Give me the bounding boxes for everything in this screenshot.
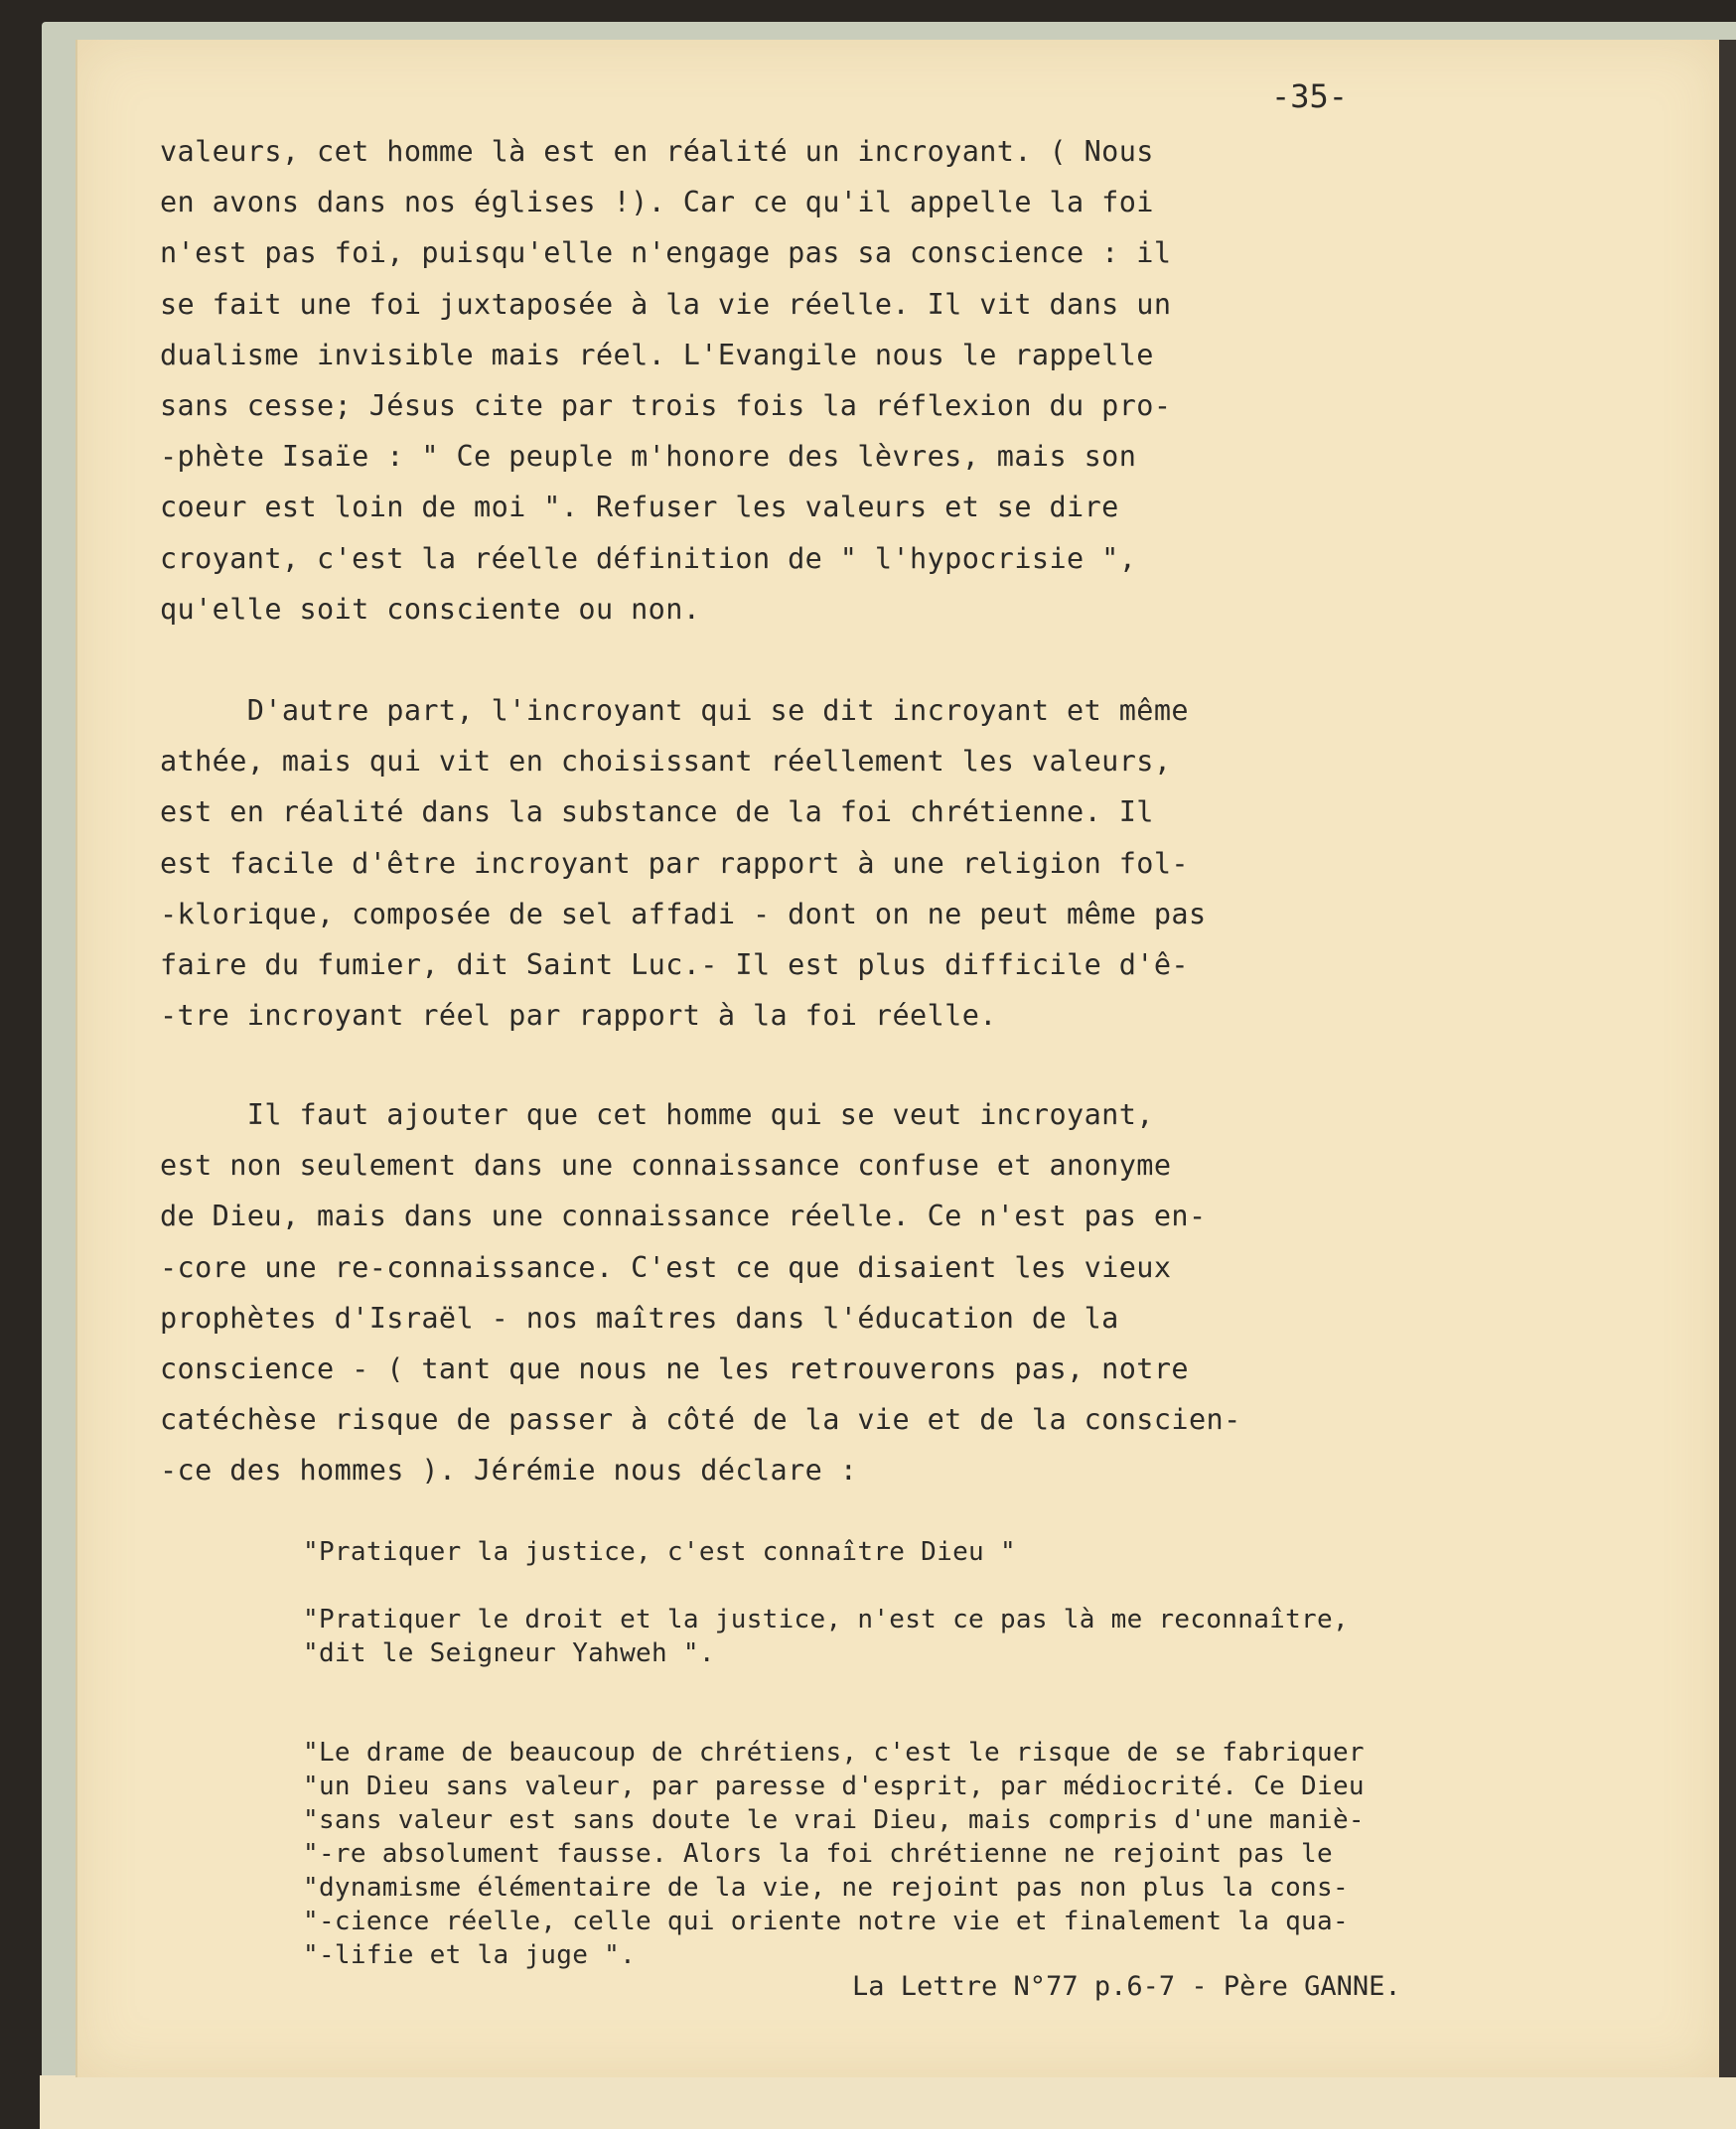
paragraph-1-line: n'est pas foi, puisqu'elle n'engage pas sa conscience : il — [160, 236, 1172, 270]
paragraph-3-line: conscience - ( tant que nous ne les retrouverons pas, notre — [160, 1352, 1189, 1386]
quote-ganne — [303, 1736, 1365, 1972]
paragraph-2-line: -klorique, composée de sel affadi - dont on ne peut même pas — [160, 897, 1207, 930]
paragraph-2-line: -tre incroyant réel par rapport à la foi réelle. — [160, 999, 997, 1033]
quote-2-line: "dit le Seigneur Yahweh ". — [303, 1638, 715, 1668]
quote-justice — [303, 1535, 1016, 1569]
citation: La Lettre N°77 p.6-7 - Père GANNE. — [852, 1971, 1401, 2002]
quote-yahweh — [303, 1603, 1349, 1670]
quote-3-line: "dynamisme élémentaire de la vie, ne rejoint pas non plus la cons- — [303, 1873, 1349, 1903]
paragraph-3-line: est non seulement dans une connaissance confuse et anonyme — [160, 1149, 1172, 1183]
paragraph-2-line: athée, mais qui vit en choisissant réellement les valeurs, — [160, 745, 1172, 779]
paragraph-1 — [160, 126, 1511, 635]
paragraph-3-line: de Dieu, mais dans une connaissance réelle. Ce n'est pas en- — [160, 1200, 1207, 1233]
quote-3-line: "un Dieu sans valeur, par paresse d'esprit, par médiocrité. Ce Dieu — [303, 1772, 1365, 1801]
page-stack-edge — [40, 2075, 1736, 2129]
paragraph-1-line: croyant, c'est la réelle définition de " l'hypocrisie ", — [160, 541, 1137, 575]
page-right-shadow — [1719, 40, 1736, 2077]
paragraph-3-line: -ce des hommes ). Jérémie nous déclare : — [160, 1454, 858, 1488]
quote-2-line: "Pratiquer le droit et la justice, n'est ce pas là me reconnaître, — [303, 1605, 1349, 1634]
quote-3-line: "-cience réelle, celle qui oriente notre vie et finalement la qua- — [303, 1907, 1349, 1936]
quote-3-line: "-re absolument fausse. Alors la foi chrétienne ne rejoint pas le — [303, 1839, 1333, 1869]
quote-3-line: "Le drame de beaucoup de chrétiens, c'est le risque de se fabriquer — [303, 1738, 1365, 1768]
paragraph-2-line: D'autre part, l'incroyant qui se dit incroyant et même — [160, 694, 1189, 727]
quote-3-line: "sans valeur est sans doute le vrai Dieu, mais compris d'une maniè- — [303, 1805, 1365, 1835]
paragraph-1-line: valeurs, cet homme là est en réalité un incroyant. ( Nous — [160, 135, 1154, 168]
paragraph-3-line: Il faut ajouter que cet homme qui se veut incroyant, — [160, 1098, 1154, 1131]
paragraph-1-line: qu'elle soit consciente ou non. — [160, 592, 701, 626]
paragraph-3-line: prophètes d'Israël - nos maîtres dans l'éducation de la — [160, 1301, 1119, 1335]
paragraph-1-line: sans cesse; Jésus cite par trois fois la réflexion du pro- — [160, 389, 1172, 423]
paragraph-2-line: est en réalité dans la substance de la foi chrétienne. Il — [160, 795, 1154, 829]
paragraph-3-line: catéchèse risque de passer à côté de la vie et de la conscien- — [160, 1403, 1241, 1437]
paragraph-2-line: faire du fumier, dit Saint Luc.- Il est plus difficile d'ê- — [160, 948, 1189, 982]
page-number: -35- — [1271, 77, 1349, 115]
quote-1-line: "Pratiquer la justice, c'est connaître Dieu " — [303, 1537, 1016, 1567]
paragraph-2 — [160, 685, 1511, 1041]
paragraph-1-line: se fait une foi juxtaposée à la vie réelle. Il vit dans un — [160, 287, 1172, 321]
paragraph-1-line: -phète Isaïe : " Ce peuple m'honore des lèvres, mais son — [160, 440, 1137, 474]
paragraph-3-line: -core une re-connaissance. C'est ce que disaient les vieux — [160, 1250, 1172, 1284]
quote-3-line: "-lifie et la juge ". — [303, 1940, 637, 1970]
paragraph-3 — [160, 1089, 1511, 1496]
paragraph-1-line: dualisme invisible mais réel. L'Evangile nous le rappelle — [160, 338, 1154, 371]
paragraph-1-line: coeur est loin de moi ". Refuser les valeurs et se dire — [160, 491, 1119, 524]
paragraph-2-line: est facile d'être incroyant par rapport à une religion fol- — [160, 846, 1189, 880]
paragraph-1-line: en avons dans nos églises !). Car ce qu'il appelle la foi — [160, 186, 1154, 219]
